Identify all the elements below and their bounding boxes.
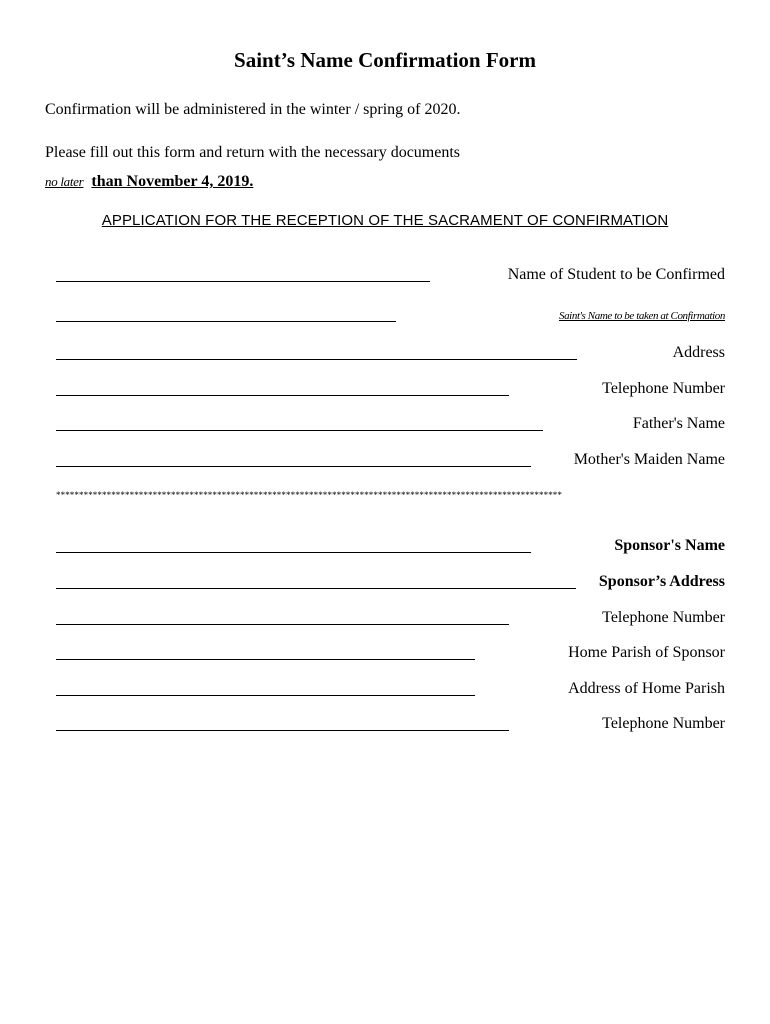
parish-telephone-label: Telephone Number — [602, 715, 725, 732]
sponsor-address-line[interactable] — [56, 588, 576, 589]
form-title: Saint’s Name Confirmation Form — [234, 48, 536, 72]
father-name-label: Father's Name — [632, 415, 725, 432]
sponsor-address-label: Sponsor’s Address — [598, 573, 725, 590]
sponsor-name-label: Sponsor's Name — [614, 537, 725, 554]
deadline-line — [45, 173, 253, 191]
telephone-line[interactable] — [56, 395, 509, 396]
father-name-line[interactable] — [56, 430, 543, 431]
field-row-sponsor-address — [0, 569, 770, 593]
mother-maiden-name-line[interactable] — [56, 466, 531, 467]
field-row-address — [0, 340, 770, 364]
telephone-label: Telephone Number — [602, 380, 725, 397]
field-row-saint-name — [0, 302, 770, 326]
intro-text: Confirmation will be administered in the winter / spring of 2020. — [45, 101, 461, 118]
field-row-telephone — [0, 376, 770, 400]
student-name-line[interactable] — [56, 281, 430, 282]
sponsor-telephone-line[interactable] — [56, 624, 509, 625]
address-label: Address — [672, 344, 725, 361]
parish-telephone-line[interactable] — [56, 730, 509, 731]
field-row-sponsor-name — [0, 533, 770, 557]
deadline-date: than November 4, 2019. — [91, 173, 254, 190]
home-parish-address-label: Address of Home Parish — [568, 680, 725, 697]
field-row-home-parish-address — [0, 676, 770, 700]
deadline-prefix: no later — [45, 174, 84, 189]
field-row-student-name — [0, 262, 770, 286]
field-row-parish-telephone — [0, 711, 770, 735]
saint-name-line[interactable] — [56, 321, 396, 322]
field-row-father-name — [0, 411, 770, 435]
saint-name-label: Saint's Name to be taken at Confirmation — [558, 310, 725, 322]
field-row-home-parish — [0, 640, 770, 664]
sponsor-name-line[interactable] — [56, 552, 531, 553]
home-parish-address-line[interactable] — [56, 695, 475, 696]
student-name-label: Name of Student to be Confirmed — [507, 266, 725, 283]
instructions-text: Please fill out this form and return with the necessary documents — [45, 144, 461, 161]
section-separator: ************************************************************************************************************** — [56, 490, 562, 500]
mother-maiden-name-label: Mother's Maiden Name — [573, 451, 725, 468]
sponsor-telephone-label: Telephone Number — [602, 609, 725, 626]
field-row-mother-maiden-name — [0, 447, 770, 471]
application-heading: APPLICATION FOR THE RECEPTION OF THE SACRAMENT OF CONFIRMATION — [101, 212, 669, 229]
home-parish-line[interactable] — [56, 659, 475, 660]
field-row-sponsor-telephone — [0, 605, 770, 629]
home-parish-label: Home Parish of Sponsor — [568, 644, 725, 661]
address-line[interactable] — [56, 359, 577, 360]
